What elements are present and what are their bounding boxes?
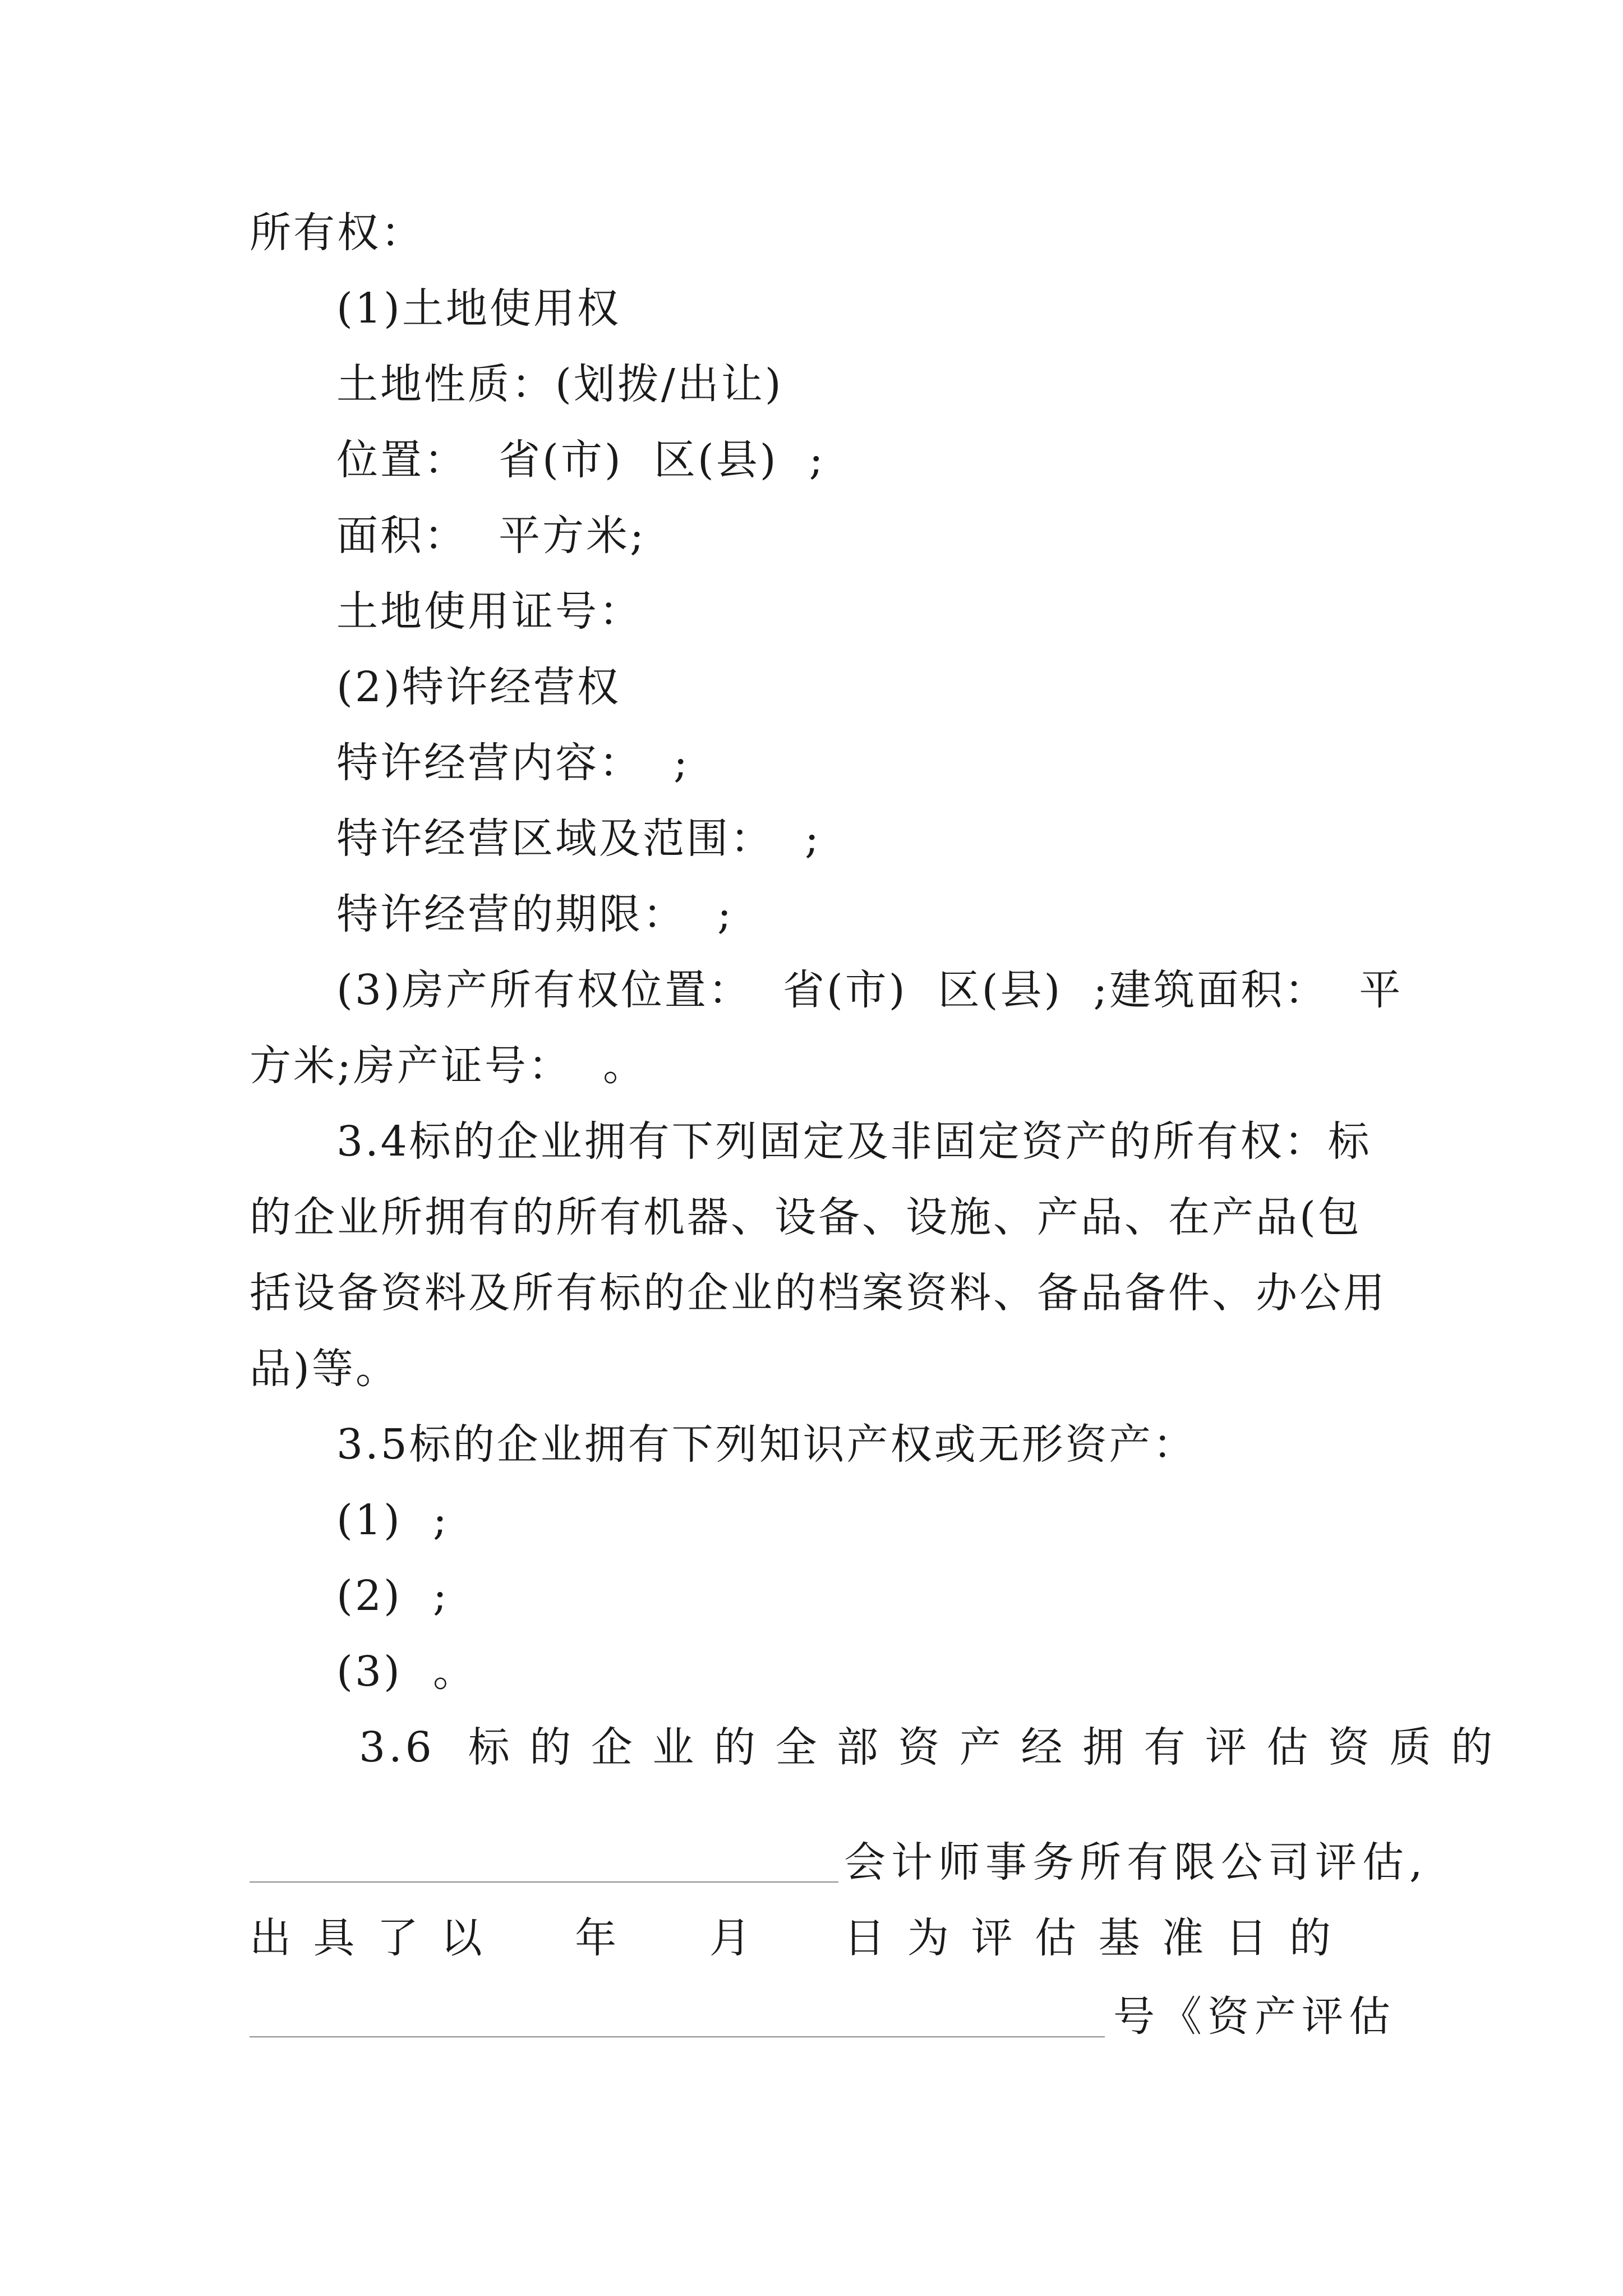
text-line: (1) ; <box>336 1496 449 1544</box>
text-line: (2)特许经营权 <box>336 663 621 711</box>
text-line: 特许经营区域及范围： ; <box>336 815 821 863</box>
text-line: 位置： 省(市) 区(县) ; <box>336 436 826 484</box>
blank-underline <box>250 1881 838 1883</box>
text-line: 品)等。 <box>250 1345 399 1393</box>
text-line: 会计师事务所有限公司评估, <box>844 1838 1428 1887</box>
text-line: 土地性质：(划拨/出让) <box>336 360 783 408</box>
text-line: 特许经营内容： ; <box>336 739 690 787</box>
text-line: (1)土地使用权 <box>336 284 621 333</box>
text-line: 号《资产评估 <box>1113 1993 1396 2041</box>
text-line: (2) ; <box>336 1572 449 1620</box>
text-line: 特许经营的期限： ; <box>336 890 734 938</box>
text-line: 的企业所拥有的所有机器、设备、设施、产品、在产品(包 <box>250 1193 1362 1241</box>
text-line: 3.4标的企业拥有下列固定及非固定资产的所有权：标 <box>336 1117 1372 1166</box>
text-line: 括设备资料及所有标的企业的档案资料、备品备件、办公用 <box>250 1269 1387 1317</box>
text-line: 3.6 标 的 企 业 的 全 部 资 产 经 拥 有 评 估 资 质 的 <box>359 1723 1496 1772</box>
text-line: 土地使用证号： <box>336 587 643 636</box>
text-line: (3)房产所有权位置： 省(市) 区(县) ;建筑面积： 平 <box>336 966 1403 1014</box>
text-line: 所有权： <box>250 209 425 257</box>
text-line: 方米;房产证号： 。 <box>250 1042 647 1090</box>
text-line: 面积： 平方米; <box>336 512 646 560</box>
text-line: 出 具 了 以 年 月 日 为 评 估 基 准 日 的 <box>250 1914 1336 1962</box>
text-line: 3.5标的企业拥有下列知识产权或无形资产： <box>336 1420 1197 1469</box>
blank-underline <box>250 2036 1105 2037</box>
text-line: (3) 。 <box>336 1648 477 1696</box>
